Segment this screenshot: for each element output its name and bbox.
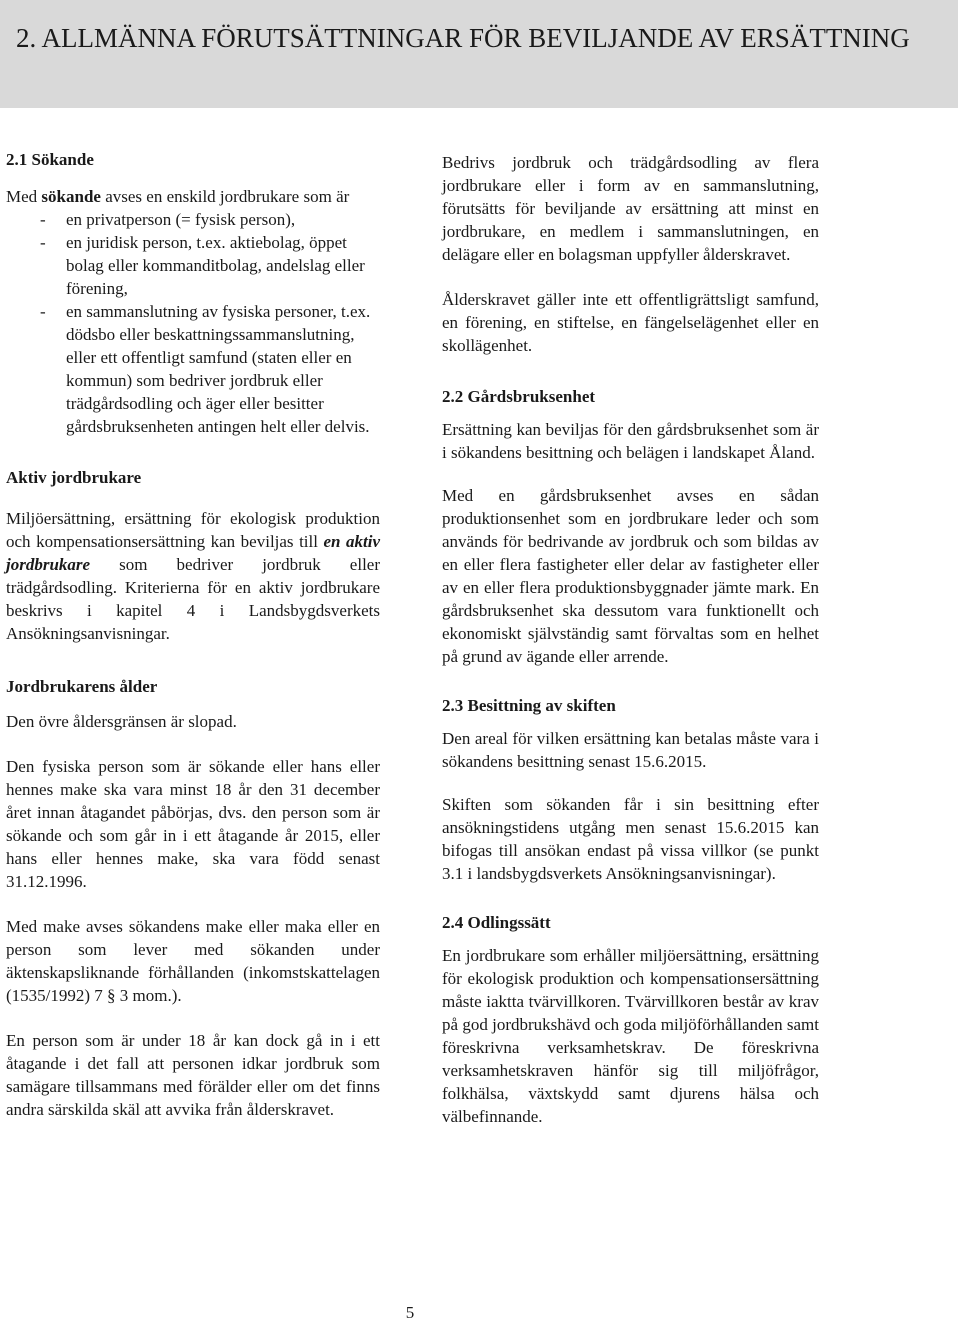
sokande-term: sökande [41, 187, 101, 206]
alder-p3: Med make avses sökandens make eller maka eller en person som lever med sökanden under äktenskapsliknande förhållanden (inkomstskattelagen (1535/1992) 7 § 3 mom.). [6, 917, 380, 1005]
right-p1: Bedrivs jordbruk och trädgårdsodling av flera jordbrukare eller i form av en sammanslutning, förutsätts för beviljande av ersättning att minst en jordbrukare, en medlem i sammanslutningen, en delägare eller en bolagsman uppfyller ålderskravet. [442, 153, 819, 264]
list-item: - en juridisk person, t.ex. aktiebolag, öppet bolag eller kommanditbolag, andelslag eller förening, [40, 233, 365, 298]
heading-besittning-av-skiften: 2.3 Besittning av skiften [442, 696, 616, 715]
chapter-header [0, 0, 958, 108]
gards-p1: Ersättning kan beviljas för den gårdsbruksenhet som är i sökandens besittning och belägen i landskapet Åland. [442, 420, 819, 462]
heading-jordbrukarens-alder: Jordbrukarens ålder [6, 677, 158, 696]
sokande-intro-post: avses en enskild jordbrukare som är [100, 187, 350, 206]
alder-p4: En person som är under 18 år kan dock gå in i ett åtagande i det fall att personen idkar jordbruk som samägare tillsammans med förälder eller om det finns andra särskilda skäl att avvika från ålderskravet. [6, 1031, 380, 1119]
chapter-title: 2. ALLMÄNNA FÖRUTSÄTTNINGAR FÖR BEVILJANDE AV ERSÄTTNING [16, 23, 910, 53]
sokande-intro [6, 185, 380, 208]
right-column [442, 151, 819, 1128]
right-p2: Ålderskravet gäller inte ett offentligrättsligt samfund, en förening, en stiftelse, en fängelselägenhet eller en skollägenhet. [442, 290, 819, 355]
gards-p2: Med en gårdsbruksenhet avses en sådan produktionsenhet som en jordbrukare leder och som används för bedrivande av jordbruk och som bildas av en eller flera fastigheter eller delar av fastigheter eller av en eller flera produktionsbyggnader jämte mark. En gårdsbruksenhet ska dessutom vara funktionellt och ekonomiskt självständig samt förvaltas som en helhet på grund av ägande eller arrende. [442, 486, 819, 666]
heading-sokande: 2.1 Sökande [6, 150, 94, 169]
sokande-list [6, 208, 380, 438]
heading-gardsbruksenhet: 2.2 Gårdsbruksenhet [442, 387, 596, 406]
besittning-p2: Skiften som sökanden får i sin besittning efter ansökningstidens utgång men senast 15.6.2015 kan bifogas till ansökan endast på vissa villkor (se punkt 3.1 i landsbygdsverkets Ansökningsanvisningar). [442, 795, 819, 883]
odling-p1: En jordbrukare som erhåller miljöersättning, ersättning för ekologisk produktion och kompensationsersättning måste iaktta tvärvillkoren. Tvärvillkoren består av krav på god jordbrukshävd och goda miljöförhållanden samt föreskrivna verksamhetskrav. De föreskrivna verksamhetskraven hänför sig till miljöfrågor, folkhälsa, växtskydd samt djurens hälsa och välbefinnande. [442, 946, 819, 1126]
besittning-p1: Den areal för vilken ersättning kan betalas måste vara i sökandens besittning senast 15.6.2015. [442, 729, 819, 771]
aktiv-text: Miljöersättning, ersättning för ekologisk produktion och kompensationsersättning kan beviljas till en aktiv jordbrukare som bedriver jordbruk eller trädgårdsodling. Kriterierna för en aktiv jordbrukare beskrivs i kapitel 4 i Landsbygdsverkets Ansökningsanvisningar. [6, 509, 380, 643]
list-item: - en privatperson (= fysisk person), [40, 210, 296, 229]
alder-p2: Den fysiska person som är sökande eller hans eller hennes make ska vara minst 18 år den 31 december året innan åtagandet påbörjas, dvs. den person som är sökande och som går in i ett åtagande år 2015, eller hans eller hennes make, ska vara född senast 31.12.1996. [6, 757, 380, 891]
left-column [6, 148, 380, 1121]
heading-aktiv-jordbrukare: Aktiv jordbrukare [6, 468, 142, 487]
page-number: 5 [405, 1303, 415, 1322]
aktiv-term: en aktiv jordbrukare [6, 532, 380, 574]
alder-p1: Den övre åldersgränsen är slopad. [6, 712, 237, 731]
heading-odlingssatt: 2.4 Odlingssätt [442, 913, 551, 932]
sokande-intro-pre: Med [6, 187, 42, 206]
list-item: - en sammanslutning av fysiska personer, t.ex. dödsbo eller beskattningssammanslutning, eller ett offentligt samfund (staten eller en kommun) som bedriver jordbruk eller trädgårdsodling och äger eller besitter gårdsbruksenheten antingen helt eller delvis. [40, 302, 371, 436]
